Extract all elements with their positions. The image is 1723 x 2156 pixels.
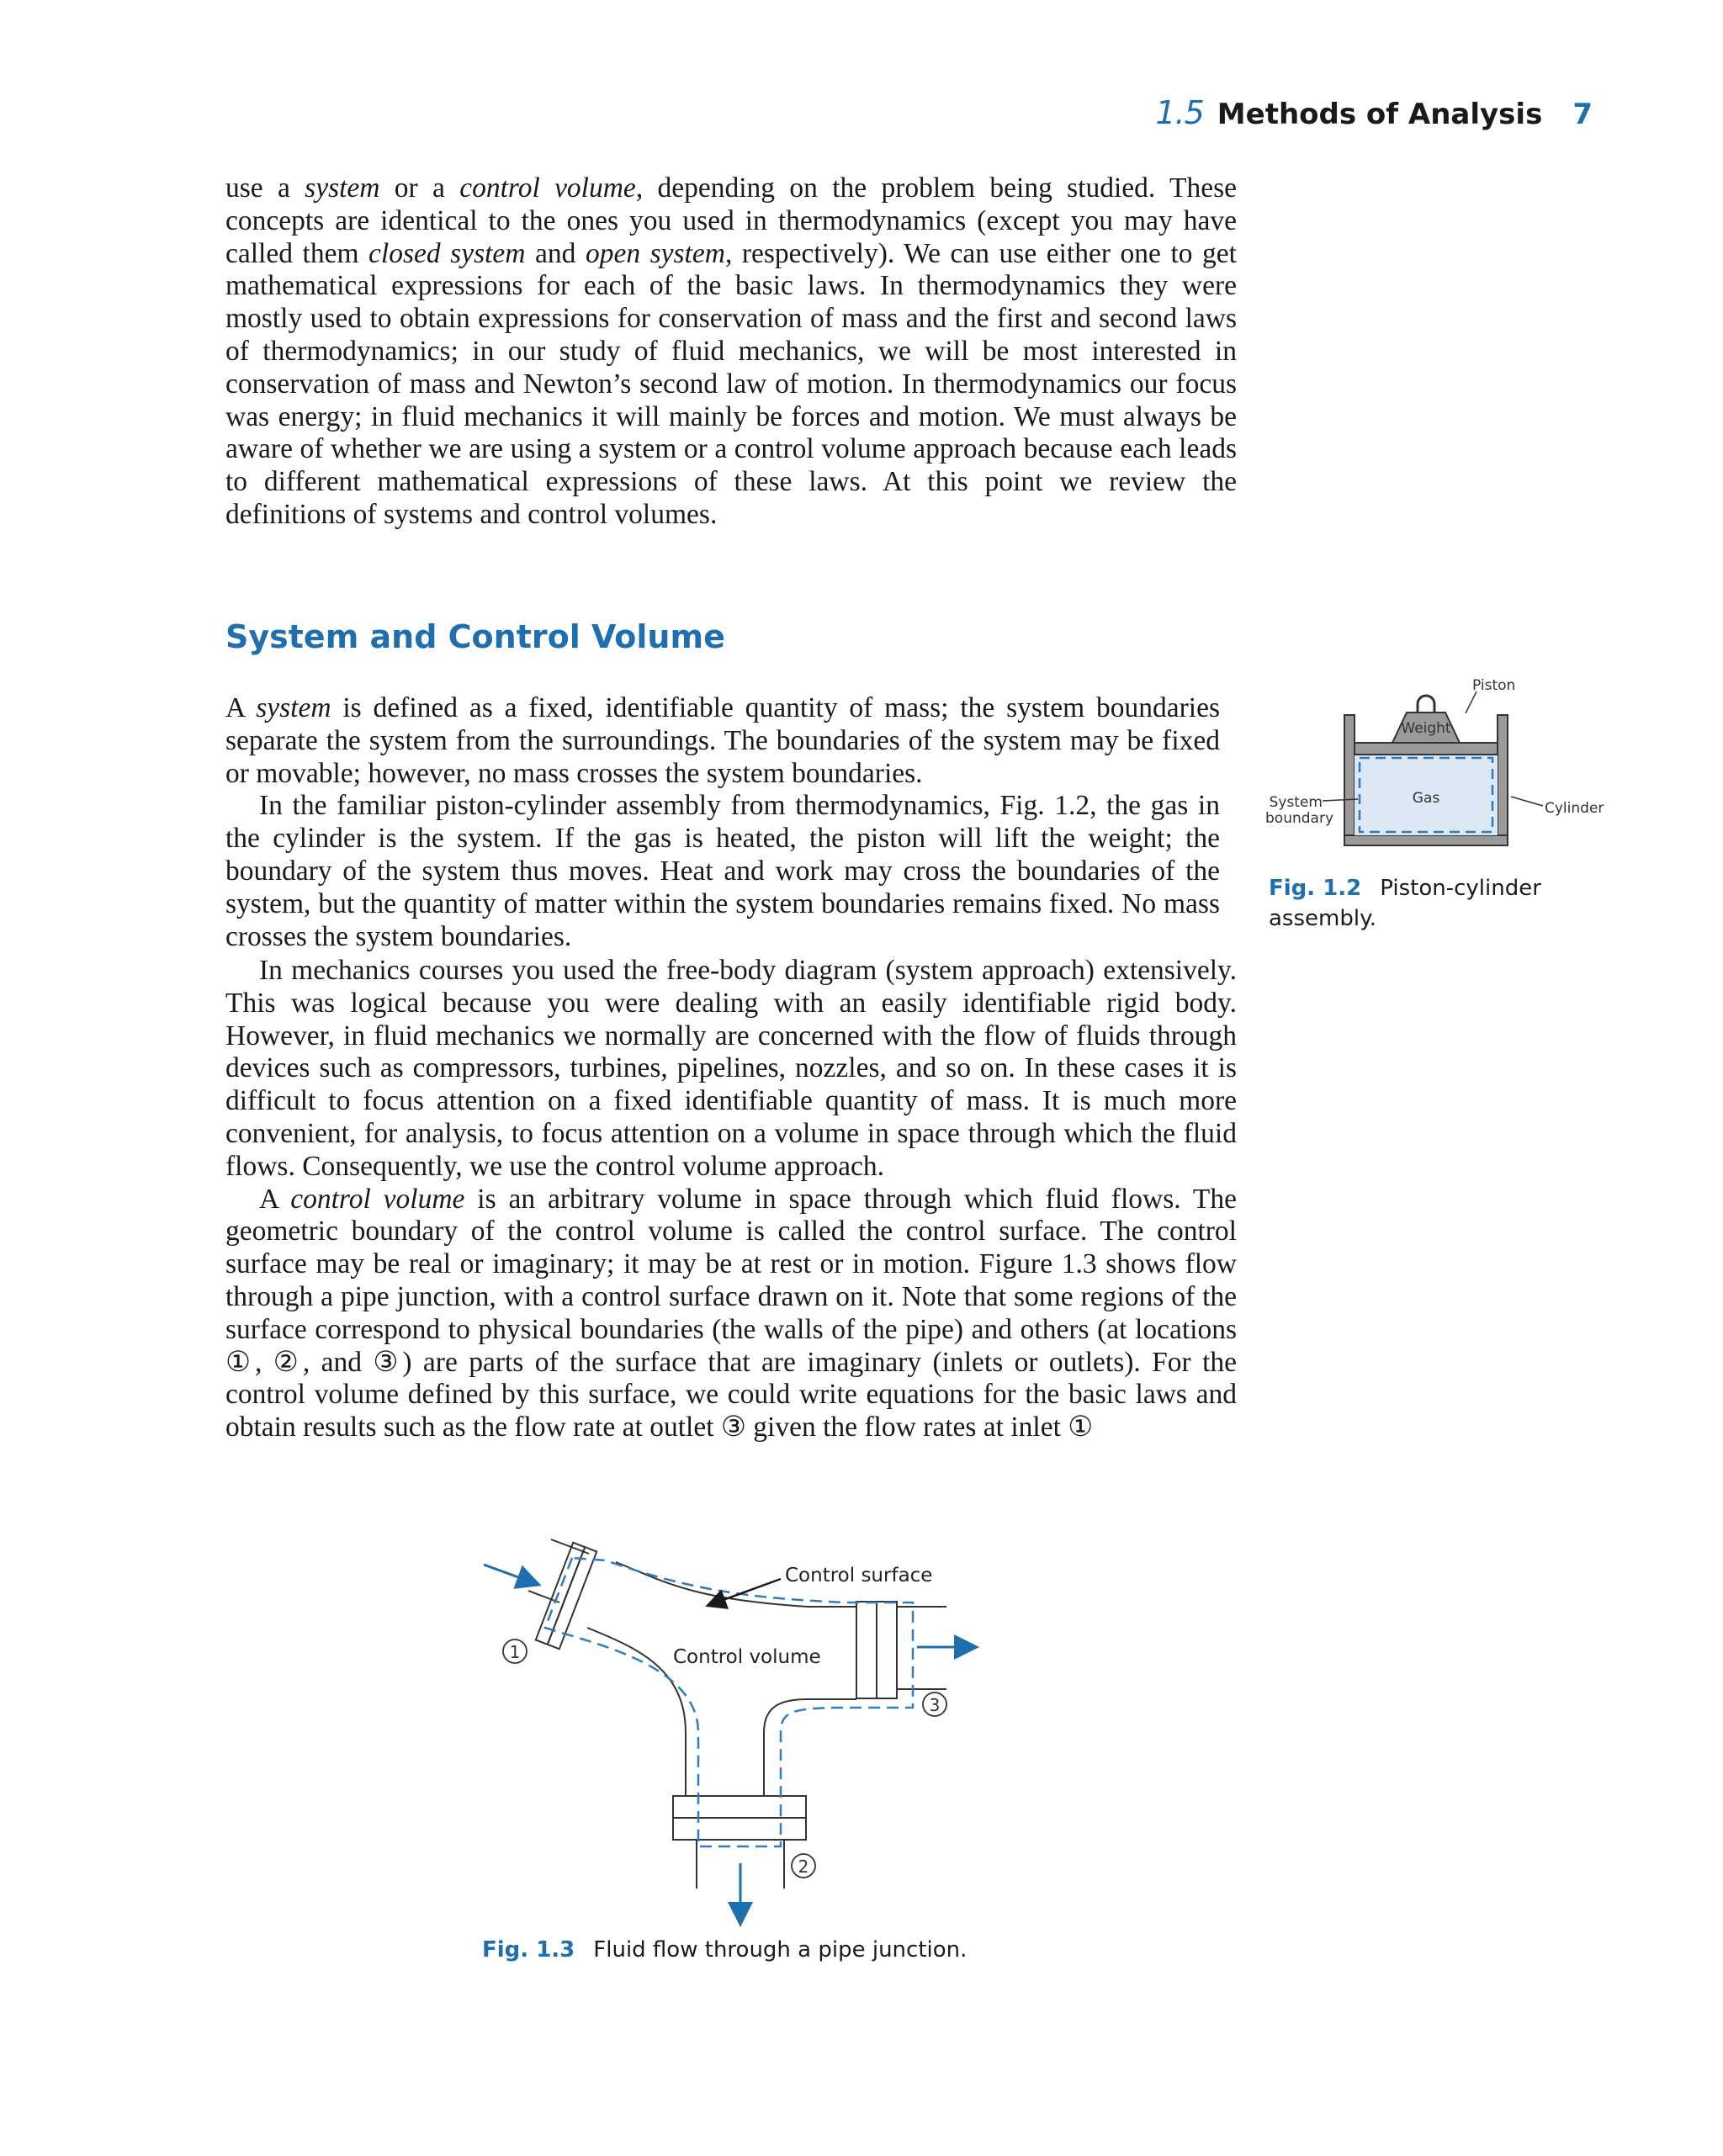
paragraph xyxy=(225,955,1237,1184)
italic-term: control volume xyxy=(290,1183,465,1215)
italic-term: system xyxy=(256,692,331,723)
flange-1 xyxy=(536,1543,596,1650)
text-run: A xyxy=(259,1183,291,1215)
fig-1-3-label: Fig. 1.3 xyxy=(482,1937,575,1963)
italic-term: system xyxy=(305,172,380,204)
full-paragraphs xyxy=(225,955,1237,1444)
text-run: is an arbitrary volume in space through which fluid flows. The geometric boundary of the control volume is called the control surface. The control surface may be real or imaginary; it may be at rest or in motion. Figure 1.3 shows flow through a pipe junction, with a control surface drawn on it. Note that some regions of the surface correspond to physical boundaries (the walls of the pipe) and others (at locations ①, ②, and ③) are parts of the surface that are imaginary (inlets or outlets). For the control volume defined by this surface, we could write equations for the basic laws and obtain results such as the flow rate at outlet ③ given the flow rates at inlet ① xyxy=(225,1183,1237,1444)
paragraph xyxy=(225,1184,1237,1444)
fig-1-2-caption xyxy=(1269,873,1622,934)
piston-label: Piston xyxy=(1472,677,1516,694)
fig-1-3-diagram xyxy=(471,1518,993,1931)
running-header xyxy=(1155,94,1593,131)
junction-wall-top xyxy=(616,1562,808,1607)
text-run: or a xyxy=(379,172,460,204)
fig-1-2-caption-text: Piston-cylinder assembly. xyxy=(1269,876,1541,931)
inlet-1-arrow xyxy=(484,1565,537,1584)
text-run: , depending on the problem being studied. These concepts are identical to the ones you used in thermodynamics (except you may have called them xyxy=(225,172,1237,269)
svg-text:2: 2 xyxy=(798,1857,809,1877)
flange-2-top xyxy=(673,1796,806,1818)
fig-1-3-caption-text: Fluid flow through a pipe junction. xyxy=(593,1937,968,1963)
control-surface-label: Control surface xyxy=(785,1565,933,1587)
text-run: , respectively). We can use either one to get mathematical expressions for each of the basic laws. In thermodynamics they were mostly used to obtain expressions for conservation of mass and the first and second laws of thermodynamics; in our study of fluid mechanics, we will be most interested in conservation of mass and Newton’s second law of motion. In thermodynamics our focus was energy; in fluid mechanics it will mainly be forces and motion. We must always be aware of whether we are using a system or a control volume approach because each leads to different mathematical expressions of these laws. At this point we review the definitions of systems and control volumes. xyxy=(225,237,1237,530)
fig-1-3-caption xyxy=(482,1935,1239,1965)
weight-handle xyxy=(1418,696,1434,712)
svg-text:1: 1 xyxy=(509,1642,521,1662)
section-heading: System and Control Volume xyxy=(225,618,725,655)
piston-plate xyxy=(1355,743,1498,755)
location-1-marker xyxy=(503,1640,527,1663)
fig-1-2-label: Fig. 1.2 xyxy=(1269,876,1362,901)
italic-term: open system xyxy=(585,237,725,269)
section-number: 1.5 xyxy=(1155,94,1204,131)
system-boundary-label-line1: System xyxy=(1269,794,1323,811)
cylinder-leader xyxy=(1511,797,1543,806)
cylinder-right-wall xyxy=(1498,715,1508,845)
gas-label: Gas xyxy=(1412,790,1440,807)
flange-3-right xyxy=(877,1602,897,1698)
junction-wall-left xyxy=(587,1628,686,1775)
flange-3-left xyxy=(856,1602,877,1698)
italic-term: control volume xyxy=(459,172,636,204)
location-2-marker xyxy=(792,1854,815,1878)
text-run: and xyxy=(525,237,586,269)
location-3-marker xyxy=(923,1692,946,1716)
paragraph xyxy=(225,172,1237,532)
svg-text:3: 3 xyxy=(929,1695,941,1715)
text-run: In the familiar piston-cylinder assembly from thermodynamics, Fig. 1.2, the gas in the cylinder is the system. If the gas is heated, the piston will lift the weight; the boundary of the system thus moves. Heat and work may cross the boundaries of the system, but the quantity of matter within the system boundaries remains fixed. No mass crosses the system boundaries. xyxy=(225,790,1220,952)
weight-label: Weight xyxy=(1401,720,1451,737)
text-run: is defined as a fixed, identifiable quantity of mass; the system boundaries separate the system from the surroundings. The boundaries of the system may be fixed or movable; however, no mass crosses the system boundaries. xyxy=(225,692,1220,789)
paragraph xyxy=(225,790,1220,953)
paragraph xyxy=(225,692,1220,790)
italic-term: closed system xyxy=(368,237,526,269)
control-volume-label: Control volume xyxy=(673,1646,821,1668)
text-run: use a xyxy=(225,172,305,204)
column-paragraphs xyxy=(225,692,1220,953)
page-number: 7 xyxy=(1572,98,1593,131)
cylinder-label: Cylinder xyxy=(1545,800,1604,817)
cylinder-left-wall xyxy=(1344,715,1355,845)
text-run: In mechanics courses you used the free-body diagram (system approach) extensively. This was logical because you were dealing with an easily identifiable rigid body. However, in fluid mechanics we normally are concerned with the flow of fluids through devices such as compressors, turbines, pipelines, nozzles, and so on. In these cases it is difficult to focus attention on a fixed identifiable quantity of mass. It is much more convenient, for analysis, to focus attention on a volume in space through which the fluid flows. Consequently, we use the control volume approach. xyxy=(225,955,1237,1182)
piston-leader xyxy=(1466,691,1476,713)
text-run: A xyxy=(225,692,257,723)
cylinder-bottom xyxy=(1344,835,1508,845)
flange-2-bottom xyxy=(673,1818,806,1840)
section-title: Methods of Analysis xyxy=(1217,98,1543,131)
intro-paragraph xyxy=(225,172,1237,532)
fig-1-2-diagram xyxy=(1262,673,1615,858)
system-boundary-label-line2: boundary xyxy=(1265,810,1333,827)
